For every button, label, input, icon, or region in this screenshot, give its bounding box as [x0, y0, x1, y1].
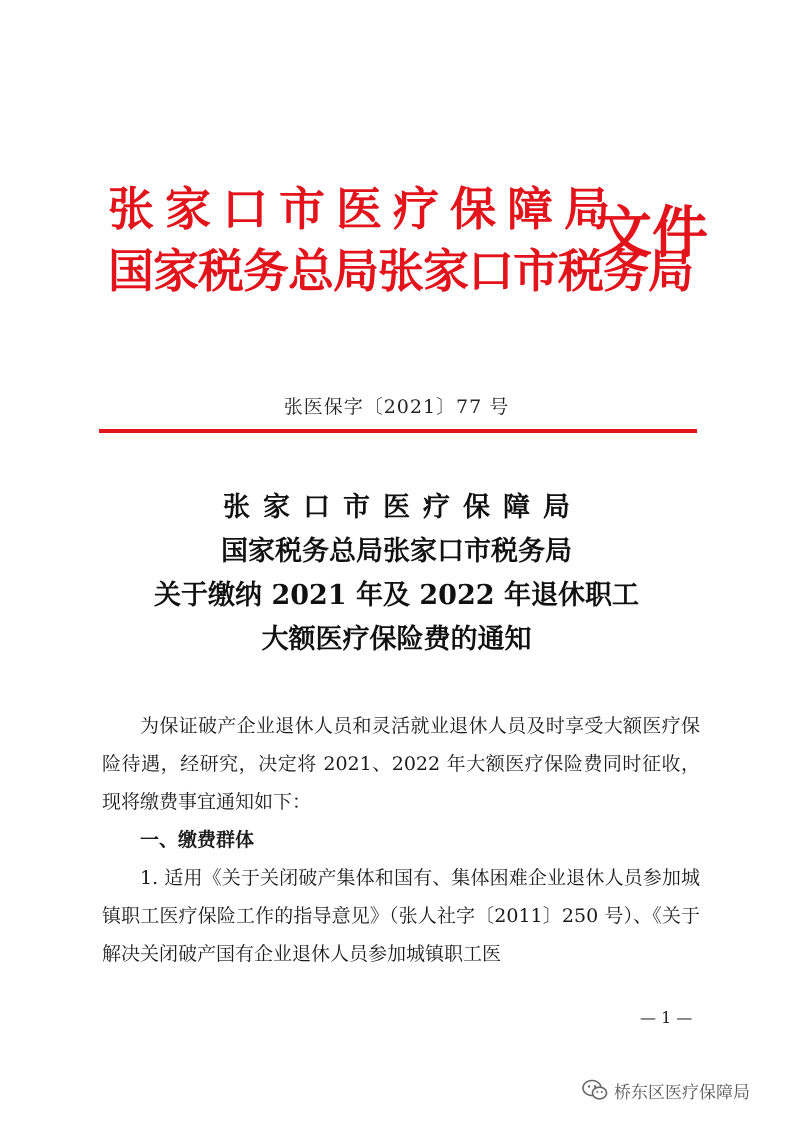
title-line-1: 张家口市医疗保障局 — [223, 492, 583, 523]
document-header — [0, 168, 793, 318]
section-heading-payment-group: 一、缴费群体 — [140, 829, 255, 851]
item-1-paragraph: 1. 适用《关于关闭破产集体和国有、集体困难企业退休人员参加城镇职工医疗保险工作的指导意见》（张人社字〔2011〕250 号）、《关于解决关闭破产国有企业退休人员参加城镇职工医 — [102, 867, 700, 965]
intro-paragraph: 为保证破产企业退休人员和灵活就业退休人员及时享受大额医疗保险待遇，经研究，决定将 2021、2022 年大额医疗保险费同时征收，现将缴费事宜通知如下： — [102, 715, 700, 813]
watermark-text: 桥东区医疗保障局 — [614, 1082, 750, 1103]
notice-title — [0, 486, 793, 662]
title-line-4: 大额医疗保险费的通知 — [261, 624, 532, 655]
red-divider-line — [99, 429, 697, 433]
document-type-label: 文件 — [596, 200, 708, 266]
account-watermark — [582, 1073, 750, 1107]
page-number: — 1 — — [640, 1008, 693, 1027]
issuer-medical-security-bureau: 张家口市医疗保障局 — [108, 182, 621, 236]
wechat-icon — [582, 1079, 608, 1101]
title-line-3: 关于缴纳 2021 年及 2022 年退休职工 — [154, 580, 639, 611]
issuer-tax-bureau: 国家税务总局张家口市税务局 — [108, 244, 693, 298]
title-line-2: 国家税务总局张家口市税务局 — [221, 536, 572, 567]
document-body — [102, 707, 700, 973]
document-number: 张医保字〔2021〕77 号 — [283, 396, 510, 418]
